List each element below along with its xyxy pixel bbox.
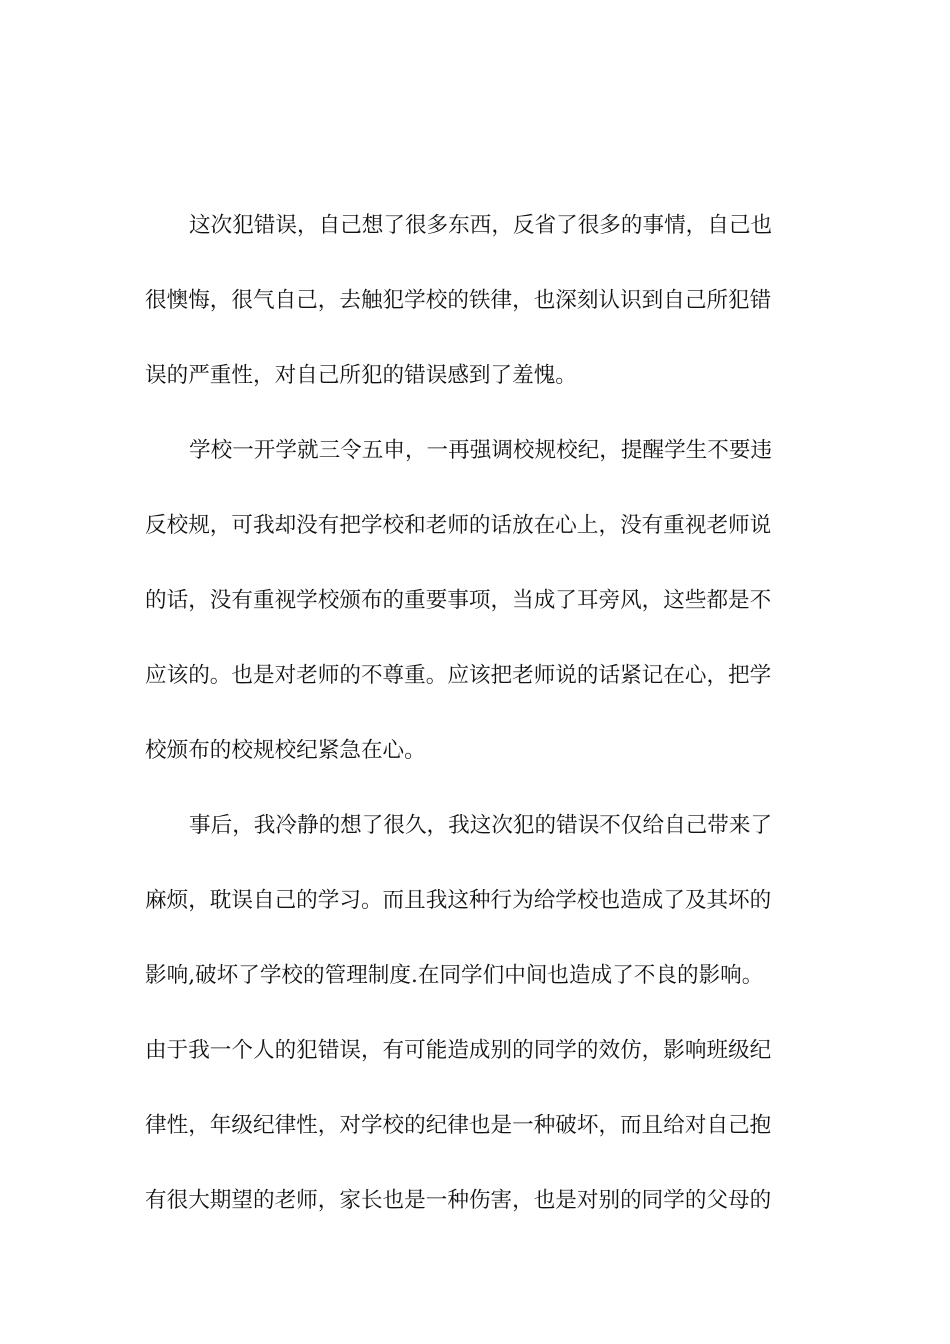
paragraph-2-line-3: 的话，没有重视学校颁布的重要事项，当成了耳旁风，这些都是不 — [145, 588, 772, 613]
paragraph-3-line-2: 麻烦，耽误自己的学习。而且我这种行为给学校也造成了及其坏的 — [145, 888, 772, 913]
paragraph-2-line-2: 反校规，可我却没有把学校和老师的话放在心上，没有重视老师说 — [145, 513, 772, 538]
paragraph-2-line-5: 校颁布的校规校纪紧急在心。 — [145, 738, 426, 763]
paragraph-3-line-6: 有很大期望的老师，家长也是一种伤害，也是对别的同学的父母的 — [145, 1188, 772, 1213]
paragraph-3-line-1: 事后，我冷静的想了很久，我这次犯的错误不仅给自己带来了 — [189, 813, 773, 838]
body-text — [145, 201, 811, 1251]
paragraph-3-line-4: 由于我一个人的犯错误，有可能造成别的同学的效仿，影响班级纪 — [145, 1038, 772, 1063]
paragraph-2-line-1: 学校一开学就三令五申，一再强调校规校纪，提醒学生不要违 — [189, 438, 773, 463]
paragraph-1-line-1: 这次犯错误，自己想了很多东西，反省了很多的事情，自己也 — [189, 213, 773, 238]
paragraph-3-line-3: 影响,破坏了学校的管理制度.在同学们中间也造成了不良的影响。 — [145, 963, 764, 988]
paragraph-3-line-5: 律性，年级纪律性，对学校的纪律也是一种破坏，而且给对自己抱 — [145, 1113, 772, 1138]
paragraph-1-line-3: 误的严重性，对自己所犯的错误感到了羞愧。 — [145, 363, 577, 388]
paragraph-2-line-4: 应该的。也是对老师的不尊重。应该把老师说的话紧记在心，把学 — [145, 663, 772, 688]
paragraph-1-line-2: 很懊悔，很气自己，去触犯学校的铁律，也深刻认识到自己所犯错 — [145, 288, 772, 313]
